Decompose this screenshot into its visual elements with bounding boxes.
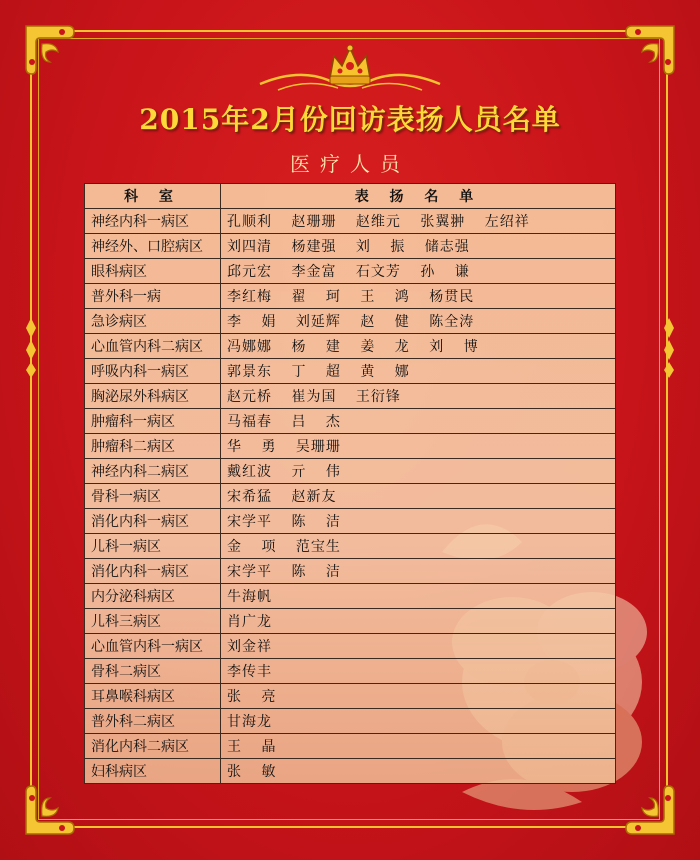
department-cell: 消化内科二病区 [85,734,221,759]
department-cell: 耳鼻喉科病区 [85,684,221,709]
names-cell: 刘四清 杨建强 刘 振 储志强 [221,234,616,259]
table-row [85,384,616,409]
side-ornament-icon [24,318,38,378]
names-cell: 张 亮 [221,684,616,709]
table-row [85,634,616,659]
commendation-table [84,183,616,784]
table-row [85,359,616,384]
table-row [85,584,616,609]
table-row [85,759,616,784]
table-row [85,709,616,734]
table-header-row [85,184,616,209]
names-cell: 甘海龙 [221,709,616,734]
table-row [85,234,616,259]
names-cell: 赵元桥 崔为国 王衍锋 [221,384,616,409]
department-cell: 骨科二病区 [85,659,221,684]
crown-icon [258,40,442,98]
table-row [85,484,616,509]
table-row [85,659,616,684]
table-row [85,209,616,234]
department-cell: 神经内科二病区 [85,459,221,484]
names-cell: 宋学平 陈 洁 [221,559,616,584]
names-cell: 戴红波 亓 伟 [221,459,616,484]
corner-ornament-icon [22,22,92,92]
corner-ornament-icon [608,22,678,92]
department-cell: 内分泌科病区 [85,584,221,609]
department-cell: 胸泌尿外科病区 [85,384,221,409]
department-cell: 普外科二病区 [85,709,221,734]
department-cell: 神经外、口腔病区 [85,234,221,259]
department-cell: 心血管内科一病区 [85,634,221,659]
names-cell: 刘金祥 [221,634,616,659]
department-cell: 消化内科一病区 [85,559,221,584]
table-body [85,209,616,784]
department-cell: 普外科一病 [85,284,221,309]
table-row [85,334,616,359]
department-cell: 肿瘤科二病区 [85,434,221,459]
table-row [85,259,616,284]
table-row [85,459,616,484]
column-header-names: 表 扬 名 单 [221,184,616,209]
department-cell: 神经内科一病区 [85,209,221,234]
names-cell: 李 娟 刘延辉 赵 健 陈全涛 [221,309,616,334]
names-cell: 金 项 范宝生 [221,534,616,559]
names-cell: 宋希猛 赵新友 [221,484,616,509]
names-cell: 冯娜娜 杨 建 姜 龙 刘 博 [221,334,616,359]
table-row [85,534,616,559]
page-title: 2015年2月份回访表扬人员名单 [139,103,561,136]
table-row [85,309,616,334]
names-cell: 华 勇 吴珊珊 [221,434,616,459]
table-row [85,559,616,584]
side-ornament-icon [662,318,676,378]
names-cell: 郭景东 丁 超 黄 娜 [221,359,616,384]
names-cell: 李红梅 翟 珂 王 鸿 杨贯民 [221,284,616,309]
corner-ornament-icon [22,768,92,838]
names-cell: 张 敏 [221,759,616,784]
department-cell: 眼科病区 [85,259,221,284]
department-cell: 儿科一病区 [85,534,221,559]
table-row [85,284,616,309]
names-cell: 孔顺利 赵珊珊 赵维元 张翼翀 左绍祥 [221,209,616,234]
table-row [85,734,616,759]
names-cell: 牛海帆 [221,584,616,609]
table-row [85,609,616,634]
table-row [85,684,616,709]
table-row [85,509,616,534]
department-cell: 心血管内科二病区 [85,334,221,359]
table-row [85,409,616,434]
names-cell: 李传丰 [221,659,616,684]
department-cell: 呼吸内科一病区 [85,359,221,384]
table-row [85,434,616,459]
names-cell: 王 晶 [221,734,616,759]
department-cell: 肿瘤科一病区 [85,409,221,434]
names-cell: 马福春 吕 杰 [221,409,616,434]
column-header-dept: 科 室 [85,184,221,209]
department-cell: 急诊病区 [85,309,221,334]
names-cell: 邱元宏 李金富 石文芳 孙 谦 [221,259,616,284]
department-cell: 消化内科一病区 [85,509,221,534]
names-cell: 肖广龙 [221,609,616,634]
department-cell: 儿科三病区 [85,609,221,634]
department-cell: 骨科一病区 [85,484,221,509]
names-cell: 宋学平 陈 洁 [221,509,616,534]
page-subtitle: 医疗人员 [290,152,410,176]
department-cell: 妇科病区 [85,759,221,784]
